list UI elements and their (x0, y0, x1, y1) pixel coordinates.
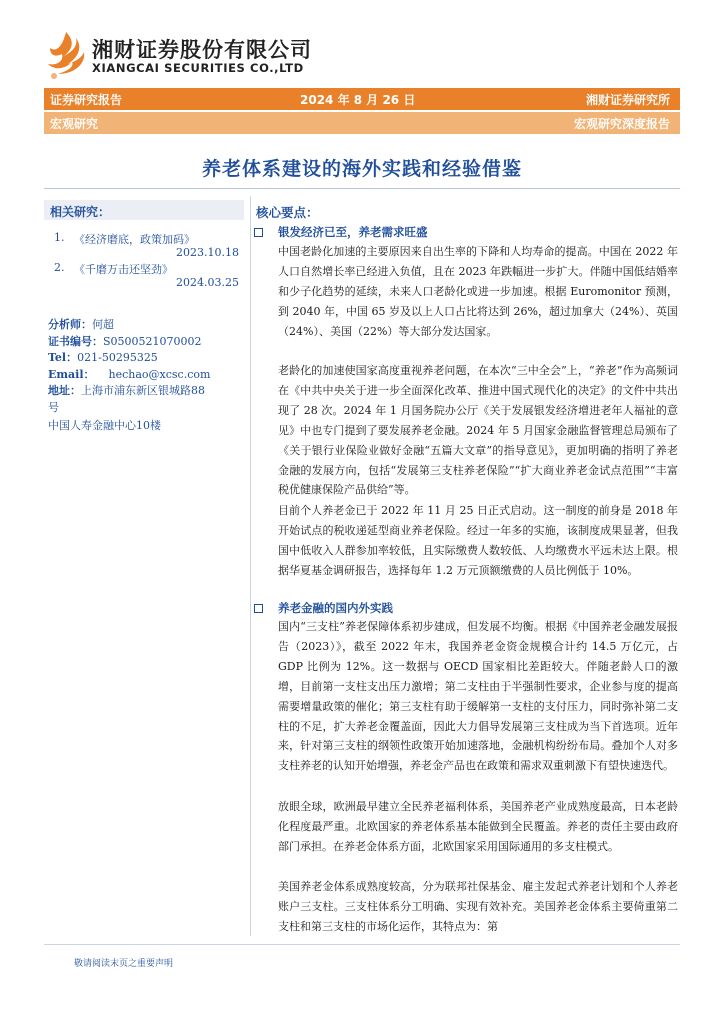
email-line (48, 366, 210, 382)
address-line-1: 上海市浦东新区银城路88 (81, 384, 205, 397)
column-divider (250, 196, 251, 936)
tel-line (48, 349, 158, 365)
institute-name: 湘财证券研究所 (585, 93, 670, 107)
related-item-number: 2. (54, 261, 65, 274)
footer-disclaimer[interactable]: 敬请阅读末页之重要声明 (74, 959, 174, 969)
address-label: 地址： (48, 384, 81, 397)
related-item-date: 2023.10.18 (176, 246, 239, 259)
section-paragraph: 中国老龄化加速的主要原因来自出生率的下降和人均寿命的提高。中国在 2022 年人口自然增长率已经进入负值，且在 2023 年跌幅进一步扩大。伴随中国低结婚率和少子化趋势的延续，未来人口老龄化或进一步加速。根据 Euromonitor 预测，到 2040 年，中国 65 岁及以上人口占比将达到 26%，超过加拿大（24%）、英国（24%）、美国（22%）等大部分发达国家。 (278, 245, 678, 338)
tel-number: 021-50295325 (77, 351, 158, 364)
analyst-label: 分析师： (48, 318, 92, 331)
title-divider (44, 188, 680, 189)
section-bullet-icon (254, 228, 263, 237)
cert-label: 证书编号： (48, 335, 103, 348)
email-address[interactable]: hechao@xcsc.com (108, 368, 211, 381)
related-item-date: 2024.03.25 (176, 276, 239, 289)
header-band-primary (44, 88, 680, 110)
report-category: 宏观研究 (50, 117, 99, 131)
section-bullet-icon (254, 604, 263, 613)
cert-line (48, 333, 202, 349)
analyst-name: 何超 (92, 318, 114, 331)
address-line-3: 中国人寿金融中心10楼 (48, 419, 161, 432)
related-item-title[interactable]: 《千磨万击还坚劲》 (74, 263, 173, 276)
section-title: 银发经济已至，养老需求旺盛 (278, 225, 428, 239)
section-paragraph: 国内“三支柱”养老保障体系初步建成，但发展不均衡。根据《中国养老金融发展报告（2023）》，截至 2022 年末，我国养老金资金规模合计约 14.5 万亿元，占 GDP 比例为 12%。这一数据与 OECD 国家相比差距较大。伴随老龄人口的激增，目前第一支柱支出压力激增；第二支柱由于半强制性要求，企业参与度的提高需要增量政策的催化；第三支柱有助于缓解第一支柱的支付压力，同时弥补第二支柱的不足，扩大养老金覆盖面，因此大力倡导发展第三支柱成为当下首选项。近年来，针对第三支柱的纲领性政策开始加速落地，金融机构纷纷布局。叠加个人对多支柱养老的认知开始增强，养老金产品也在政策和需求双重刺激下有望快速迭代。 (278, 620, 678, 773)
section-paragraph: 老龄化的加速使国家高度重视养老问题，在本次“三中全会”上，“养老”作为高频词在《中共中央关于进一步全面深化改革、推进中国式现代化的决定》的文件中共出现了 28 次。2024 年 1 月国务院办公厅《关于发展银发经济增进老年人福祉的意见》中也专门提到了要发展养老金融。2024 年 5 月国家金融监督管理总局颁布了《关于银行业保险业做好金融“五篇大文章”的指导意见》，更加明确的指明了养老金融的发展方向，包括“发展第三支柱养老保险”“扩大商业养老金试点范围”“丰富税优健康保险产品供给”等。 (278, 364, 678, 497)
section-paragraph: 美国养老金体系成熟度较高，分为联邦社保基金、雇主发起式养老计划和个人养老账户三支柱。三支柱体系分工明确、实现有效补充。美国养老金体系主要倚重第二支柱和第三支柱的市场化运作，其特点为：第 (278, 880, 678, 933)
section-paragraph: 放眼全球，欧洲最早建立全民养老福利体系，美国养老产业成熟度最高，日本老龄化程度最严重。北欧国家的养老体系基本能做到全民覆盖。养老的责任主要由政府部门承担。在养老金体系方面，北欧国家采用国际通用的多支柱模式。 (278, 800, 678, 853)
report-subcategory: 宏观研究深度报告 (573, 117, 670, 131)
analyst-line (48, 316, 114, 332)
company-name-en: XIANGCAI SECURITIES CO.,LTD (92, 61, 304, 75)
related-item-title[interactable]: 《经济磨底，政策加码》 (74, 233, 195, 246)
related-research-heading: 相关研究： (50, 205, 111, 219)
cert-number: S0500521070002 (103, 335, 202, 348)
report-date: 2024 年 8 月 26 日 (300, 93, 416, 107)
related-item-number: 1. (54, 231, 65, 244)
email-label: Email： (48, 368, 95, 381)
company-name-cn: 湘财证券股份有限公司 (92, 38, 312, 62)
section-paragraph: 目前个人养老金已于 2022 年 11 月 25 日正式启动。这一制度的前身是 2018 年开始试点的税收递延型商业养老保险。经过一年多的实施，该制度成果显著，但我国中低收入人群参加率较低，且实际缴费人数较低、人均缴费水平远未达上限。根据华夏基金调研报告，选择每年 1.2 万元顶额缴费的人员比例低于 10%。 (278, 504, 678, 577)
section-title: 养老金融的国内外实践 (278, 601, 393, 615)
company-logo-icon (44, 30, 88, 82)
page-title: 养老体系建设的海外实践和经验借鉴 (201, 158, 522, 180)
report-type: 证券研究报告 (50, 93, 123, 107)
address-line-2: 号 (48, 401, 59, 414)
address-line (48, 382, 205, 398)
footer-divider (44, 944, 680, 945)
header-band-secondary (44, 112, 680, 134)
key-points-heading: 核心要点： (256, 205, 319, 220)
tel-label: Tel： (48, 351, 78, 364)
